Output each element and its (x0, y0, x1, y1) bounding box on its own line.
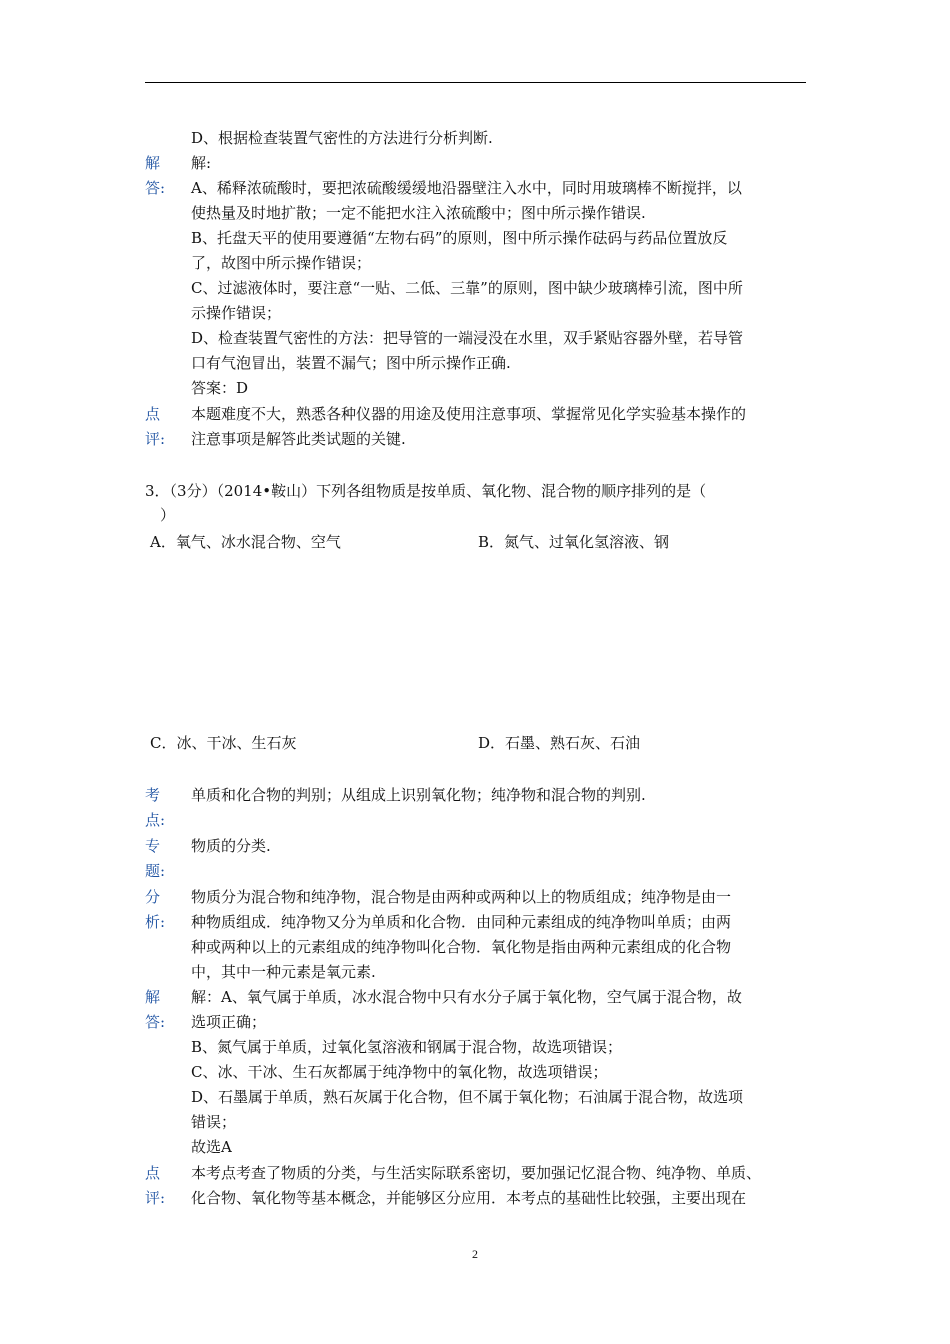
page-number: 2 (472, 1247, 478, 1261)
fenxi-line: 种物质组成．纯净物又分为单质和化合物．由同种元素组成的纯净物叫单质；由两 (191, 913, 732, 931)
dianping-label: 点 (145, 1164, 161, 1182)
question-stem-end: ） (160, 506, 176, 524)
option-d: D．石墨、熟石灰、石油 (478, 734, 641, 752)
answer-line: 示操作错误； (191, 304, 282, 322)
kaodian-label: 考 (145, 786, 161, 804)
answer-line: D、检查装置气密性的方法：把导管的一端浸没在水里，双手紧贴容器外壁，若导管 (191, 329, 744, 347)
fenxi-label-2: 析: (145, 913, 166, 931)
jieda-label-2: 答: (145, 1013, 166, 1031)
answer-line: 了，故图中所示操作错误； (191, 254, 372, 272)
zhuanti-label: 专 (145, 837, 161, 855)
answer-line: C、过滤液体时，要注意“一贴、二低、三靠”的原则，图中缺少玻璃棒引流，图中所 (191, 279, 743, 297)
fenxi-line: 物质分为混合物和纯净物，混合物是由两种或两种以上的物质组成；纯净物是由一 (191, 888, 732, 906)
analysis-d-line: D、根据检查装置气密性的方法进行分析判断. (191, 129, 493, 147)
fenxi-line: 种或两种以上的元素组成的纯净物叫化合物．氧化物是指由两种元素组成的化合物 (191, 938, 732, 956)
kaodian-label-2: 点: (145, 811, 166, 829)
answer-line: A、稀释浓硫酸时，要把浓硫酸缓缓地沿器壁注入水中，同时用玻璃棒不断搅拌，以 (191, 179, 742, 197)
question-stem: 3．（3分）（2014•鞍山）下列各组物质是按单质、氧化物、混合物的顺序排列的是（ (145, 482, 707, 500)
comment-line: 注意事项是解答此类试题的关键. (191, 430, 406, 448)
jieda-line: C、冰、干冰、生石灰都属于纯净物中的氧化物，故选项错误； (191, 1063, 608, 1081)
zhuanti-text: 物质的分类. (191, 837, 271, 855)
jieda-label: 解 (145, 988, 161, 1006)
zhuanti-label-2: 题: (145, 862, 166, 880)
comment-label-2: 评: (145, 430, 166, 448)
dianping-label-2: 评: (145, 1189, 166, 1207)
answer-line: 解: (191, 154, 212, 172)
fenxi-line: 中，其中一种元素是氧元素. (191, 963, 376, 981)
answer-line: 口有气泡冒出，装置不漏气；图中所示操作正确. (191, 354, 511, 372)
answer-line: B、托盘天平的使用要遵循“左物右码”的原则，图中所示操作砝码与药品位置放反 (191, 229, 728, 247)
jieda-line: D、石墨属于单质，熟石灰属于化合物，但不属于氧化物；石油属于混合物，故选项 (191, 1088, 744, 1106)
kaodian-text: 单质和化合物的判别；从组成上识别氧化物；纯净物和混合物的判别. (191, 786, 646, 804)
jieda-line: B、氮气属于单质，过氧化氢溶液和钢属于混合物，故选项错误； (191, 1038, 623, 1056)
answer-line: 答案：D (191, 379, 249, 397)
jieda-line: 故选A (191, 1138, 232, 1156)
option-b: B．氮气、过氧化氢溶液、钢 (478, 533, 670, 551)
comment-label: 点 (145, 405, 161, 423)
answer-line: 使热量及时地扩散；一定不能把水注入浓硫酸中；图中所示操作错误. (191, 204, 646, 222)
option-c: C．冰、干冰、生石灰 (150, 734, 297, 752)
dianping-line: 本考点考查了物质的分类，与生活实际联系密切，要加强记忆混合物、纯净物、单质、 (191, 1164, 762, 1182)
jieda-line: 选项正确； (191, 1013, 267, 1031)
answer-label-2: 答: (145, 179, 166, 197)
jieda-line: 错误； (191, 1113, 237, 1131)
comment-line: 本题难度不大，熟悉各种仪器的用途及使用注意事项、掌握常见化学实验基本操作的 (191, 405, 747, 423)
dianping-line: 化合物、氧化物等基本概念，并能够区分应用．本考点的基础性比较强，主要出现在 (191, 1189, 747, 1207)
jieda-line: 解：A、氧气属于单质，冰水混合物中只有水分子属于氧化物，空气属于混合物，故 (191, 988, 742, 1006)
fenxi-label: 分 (145, 888, 161, 906)
option-a: A．氧气、冰水混合物、空气 (150, 533, 341, 551)
header-rule (145, 82, 806, 83)
answer-label: 解 (145, 154, 161, 172)
